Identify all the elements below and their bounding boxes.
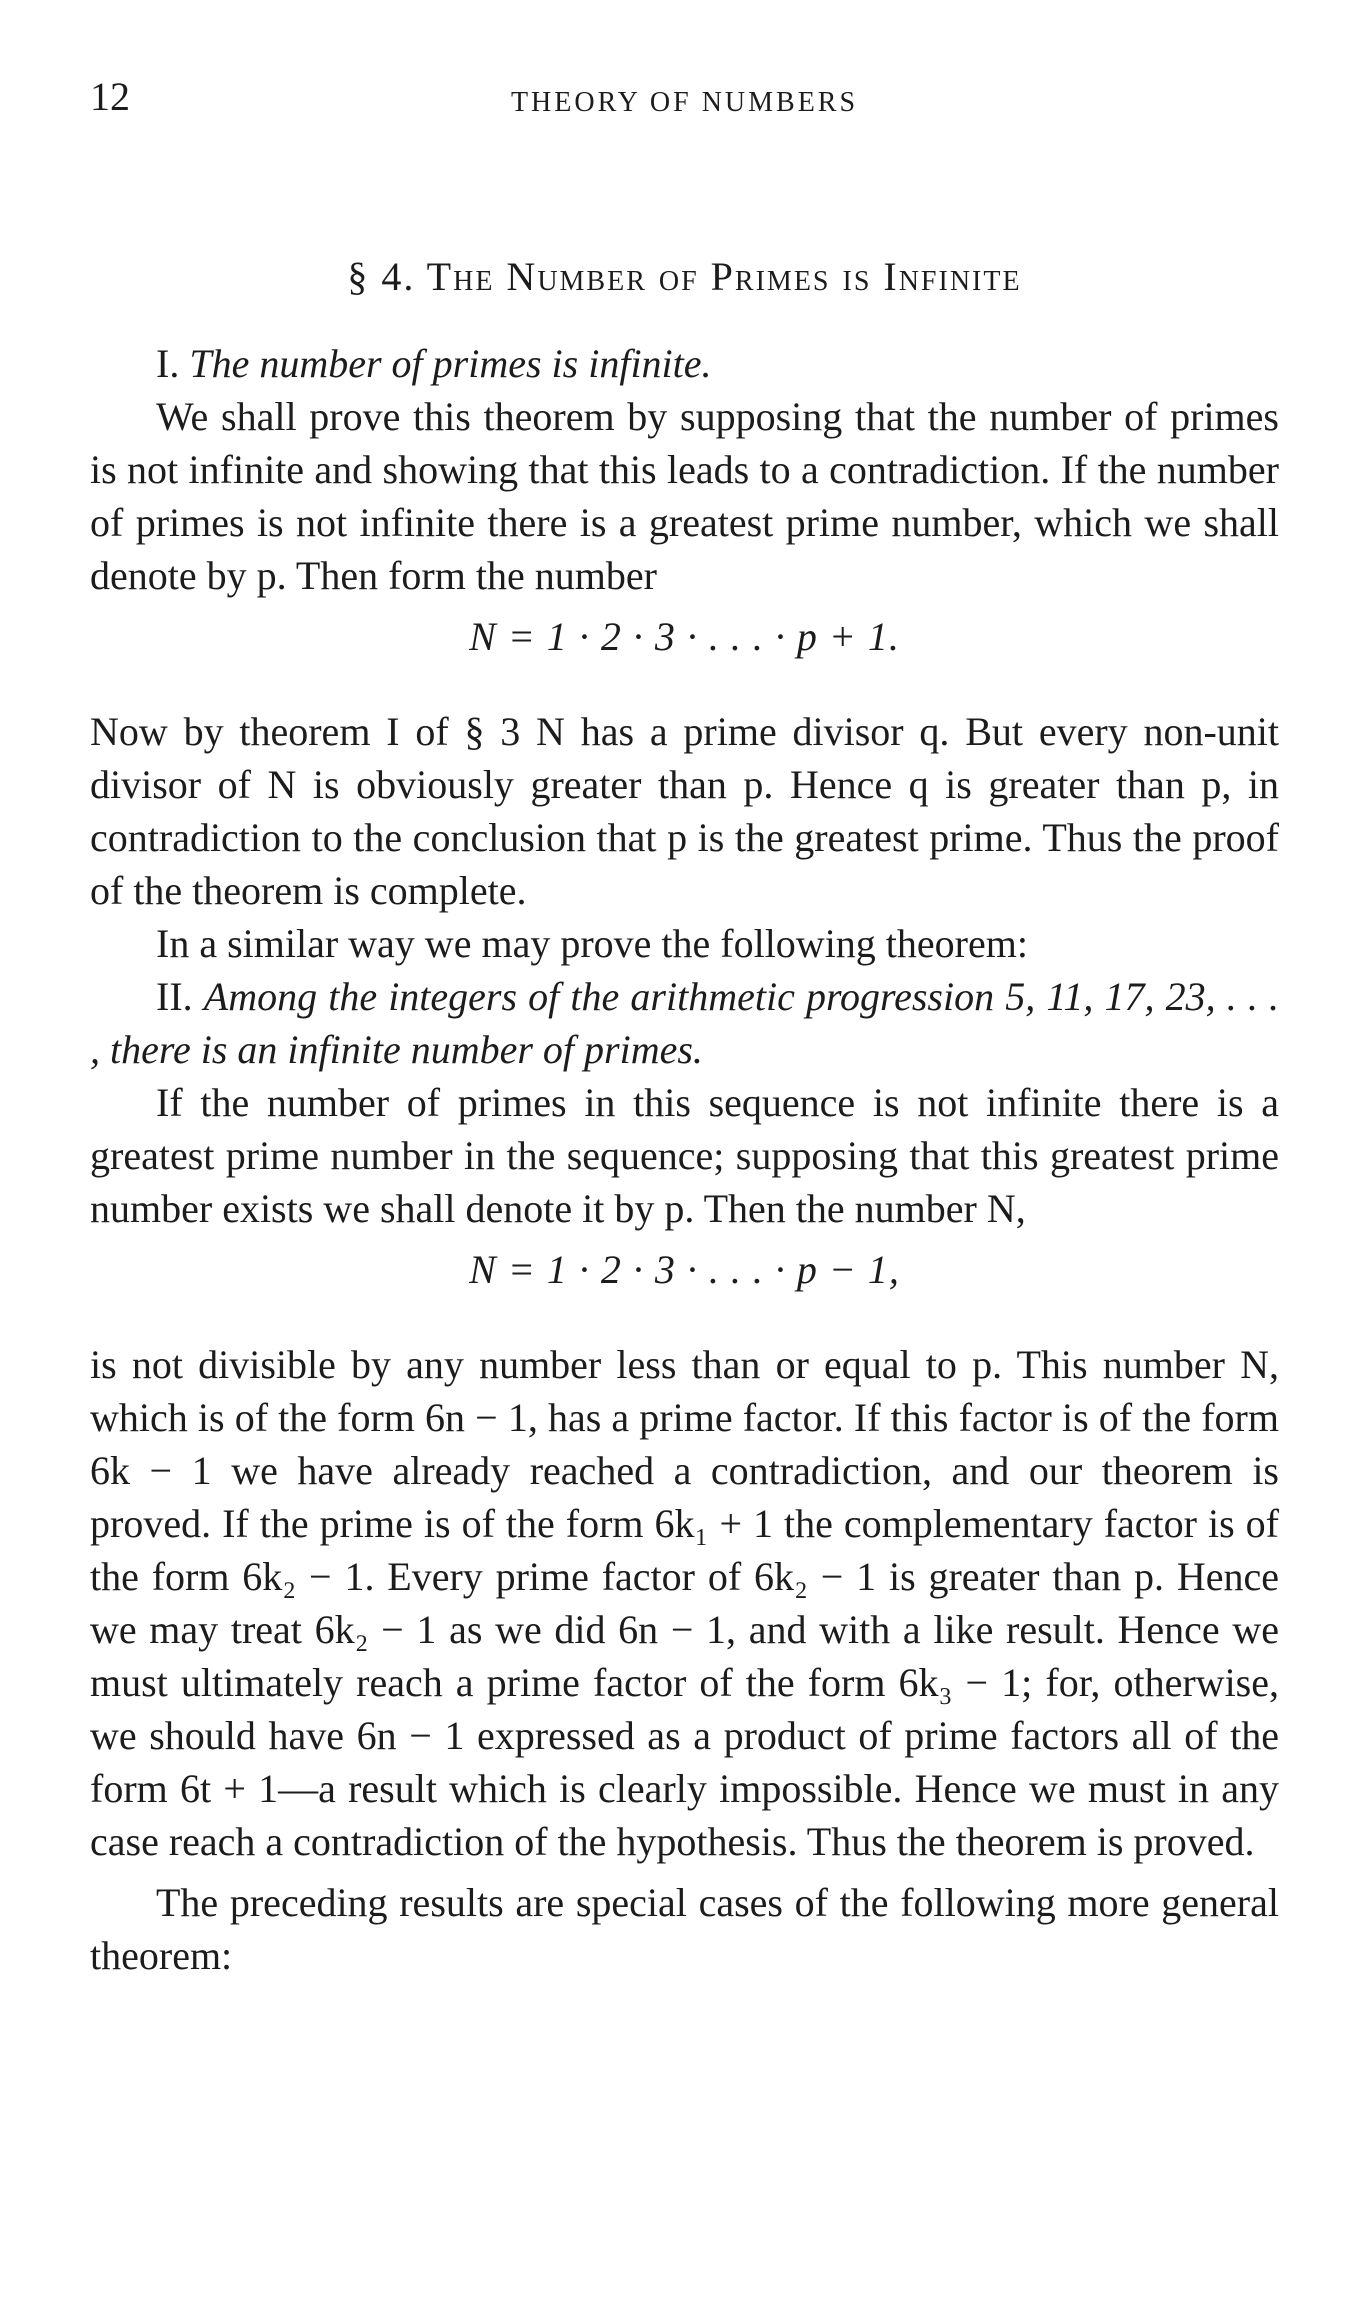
formula-n-plus-one: N = 1 · 2 · 3 · . . . · p + 1. (469, 614, 900, 659)
paragraph-general-theorem-intro: The preceding results are special cases of the following more general theorem: (90, 1880, 1279, 1978)
running-title: THEORY OF NUMBERS (510, 87, 859, 118)
paragraph-proof-2-continued: is not divisible by any number less than or equal to p. This number N, which is of the form 6n − 1, has a prime factor. If this factor is of the form 6k − 1 we have already reached a contradiction, and our theorem is proved. If the prime is of the form 6k₁ + 1 the complementary factor is of the form 6k₂ − 1. Every prime factor of 6k₂ − 1 is greater than p. Hence we may treat 6k₂ − 1 as we did 6n − 1, and with a like result. Hence we must ultimately reach a prime factor of the form 6k₃ − 1; for, otherwise, we should have 6n − 1 expressed as a product of prime factors all of the form 6t + 1—a result which is clearly impossible. Hence we must in any case reach a contradiction of the hypothesis. Thus the theorem is proved. (90, 1342, 1279, 1864)
theorem-2-number: II. (156, 974, 193, 1019)
page-number: 12 (90, 74, 130, 119)
section-title: § 4. The Number of Primes is Infinite (347, 254, 1022, 299)
paragraph-proof-2: If the number of primes in this sequence is not infinite there is a greatest prime number in the sequence; supposing that this greatest prime number exists we shall denote it by p. Then the number N, (90, 1080, 1279, 1231)
theorem-2-statement: Among the integers of the arithmetic progression 5, 11, 17, 23, . . . , there is an infinite number of primes. (90, 974, 1279, 1072)
paragraph-transition: In a similar way we may prove the following theorem: (156, 921, 1028, 966)
theorem-1-statement: The number of primes is infinite. (189, 341, 712, 386)
paragraph-proof-1: We shall prove this theorem by supposing that the number of primes is not infinite and showing that this leads to a contradiction. If the number of primes is not infinite there is a greatest prime number, which we shall denote by p. Then form the number (90, 394, 1279, 598)
formula-n-minus-one: N = 1 · 2 · 3 · . . . · p − 1, (469, 1247, 900, 1292)
paragraph-proof-1-continued: Now by theorem I of § 3 N has a prime divisor q. But every non-unit divisor of N is obviously greater than p. Hence q is greater than p, in contradiction to the conclusion that p is the greatest prime. Thus the proof of the theorem is complete. (90, 709, 1279, 913)
theorem-1 (90, 337, 1279, 390)
running-header (90, 70, 1279, 130)
theorem-1-number: I. (156, 341, 180, 386)
theorem-2 (90, 970, 1279, 1076)
